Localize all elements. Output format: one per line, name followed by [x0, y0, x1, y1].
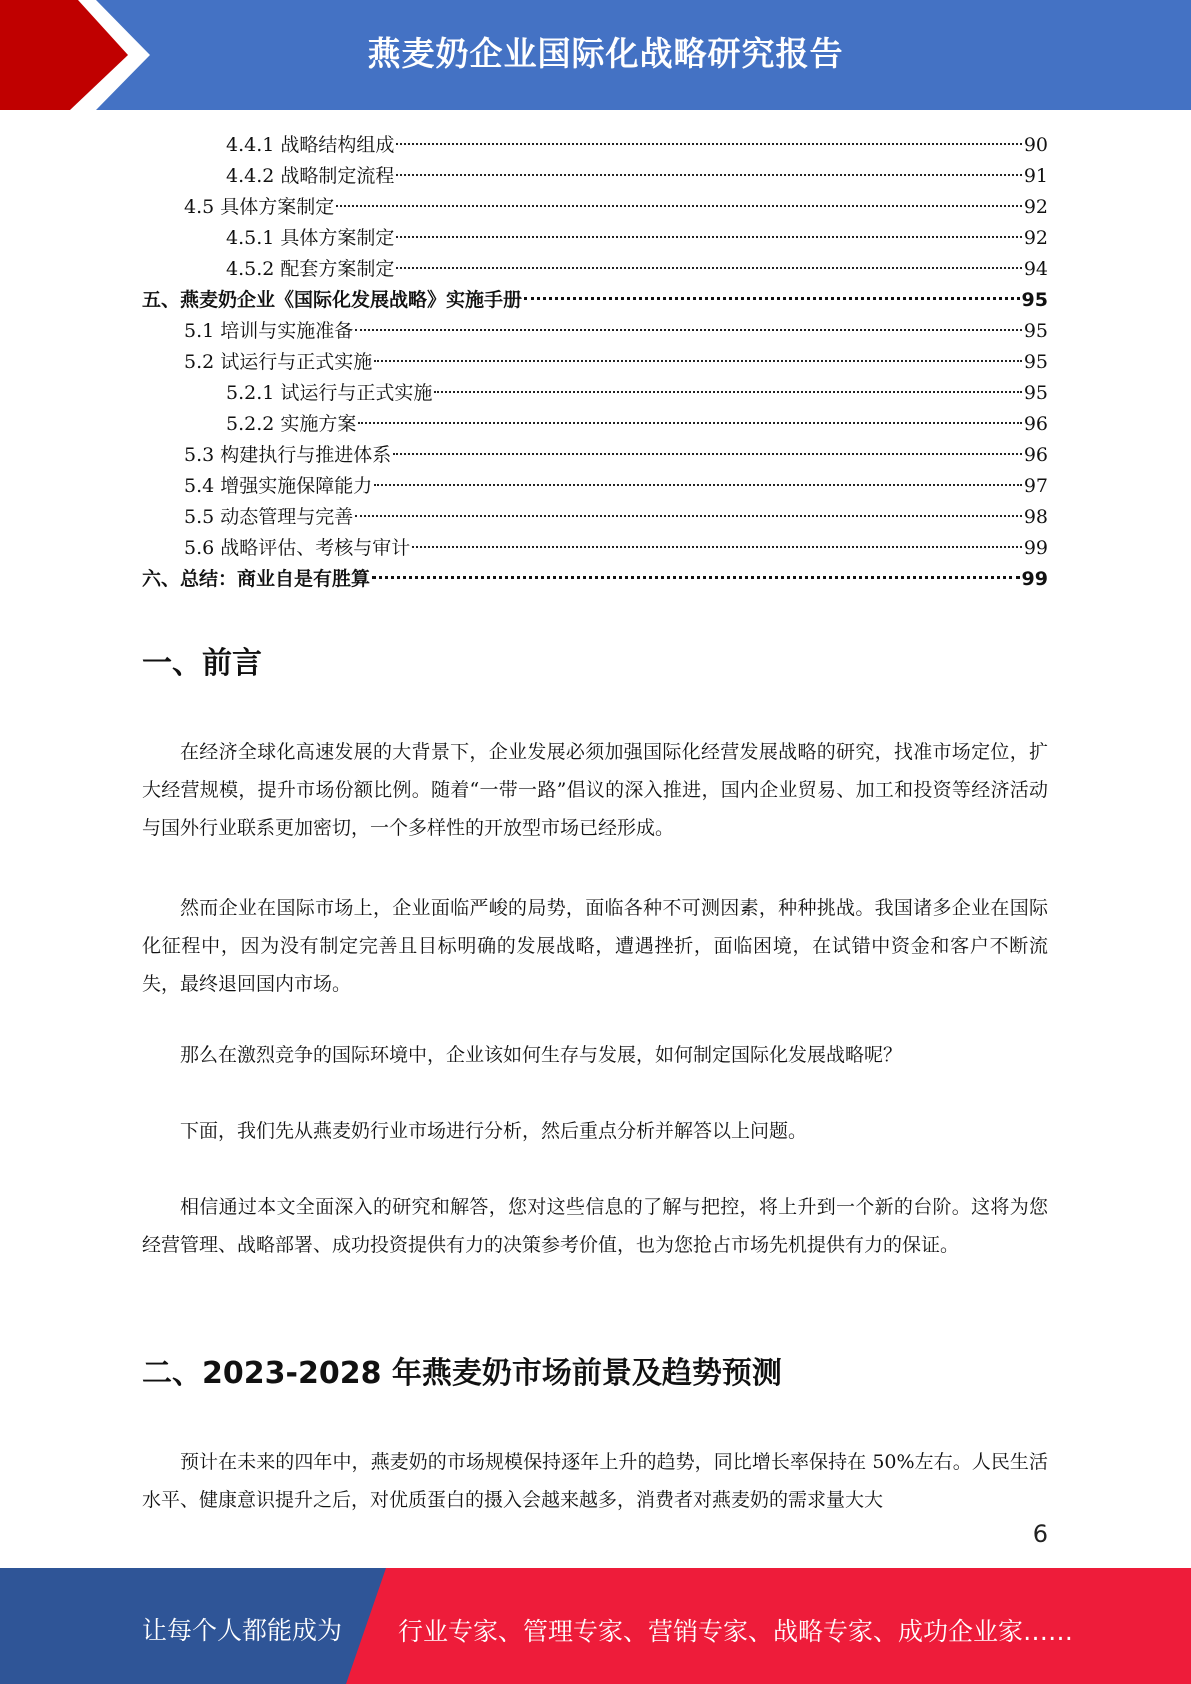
- preface-paragraph-4: 下面，我们先从燕麦奶行业市场进行分析，然后重点分析并解答以上问题。: [180, 1120, 808, 1142]
- toc-entry-label: 4.5 具体方案制定: [184, 196, 335, 218]
- toc-entry[interactable]: [142, 471, 1048, 502]
- page-footer: [0, 1568, 1191, 1684]
- toc-leader-dots: [336, 204, 1022, 207]
- forecast-heading: 二、2023-2028 年燕麦奶市场前景及趋势预测: [142, 1356, 782, 1391]
- toc-entry-page: 95: [1023, 351, 1048, 373]
- toc-leader-dots: [355, 514, 1022, 517]
- preface-paragraph-3: 那么在激烈竞争的国际环境中，企业该如何生存与发展，如何制定国际化发展战略呢？: [180, 1044, 903, 1066]
- toc-entry-page: 97: [1023, 475, 1048, 497]
- toc-leader-dots: [358, 421, 1021, 424]
- toc-leader-dots: [412, 545, 1022, 548]
- report-title: 燕麦奶企业国际化战略研究报告: [367, 34, 844, 73]
- toc-entry-label: 4.5.2 配套方案制定: [226, 258, 395, 280]
- toc-entry-label: 5.1 培训与实施准备: [184, 320, 354, 342]
- toc-entry-label: 5.2.2 实施方案: [226, 413, 357, 435]
- toc-leader-dots: [355, 328, 1022, 331]
- toc-leader-dots: [393, 452, 1022, 455]
- toc-entry[interactable]: [142, 409, 1048, 440]
- toc-entry[interactable]: [142, 254, 1048, 285]
- toc-entry-page: 92: [1023, 196, 1048, 218]
- toc-entry-label: 4.5.1 具体方案制定: [226, 227, 395, 249]
- toc-entry-page: 96: [1023, 444, 1048, 466]
- toc-leader-dots: [524, 296, 1020, 300]
- toc-entry-page: 92: [1023, 227, 1048, 249]
- toc-entry-label: 4.4.2 战略制定流程: [226, 165, 395, 187]
- preface-paragraph-1: 在经济全球化高速发展的大背景下，企业发展必须加强国际化经营发展战略的研究，找准市场定位，扩大经营规模，提升市场份额比例。随着“一带一路”倡议的深入推进，国内企业贸易、加工和投资等经济活动与国外行业联系更加密切，一个多样性的开放型市场已经形成。: [142, 741, 1048, 839]
- toc-leader-dots: [396, 266, 1021, 269]
- table-of-contents: [142, 130, 1048, 595]
- toc-leader-dots: [396, 235, 1021, 238]
- toc-entry-page: 99: [1021, 568, 1048, 590]
- toc-entry-label: 5.5 动态管理与完善: [184, 506, 354, 528]
- toc-entry[interactable]: [142, 564, 1048, 595]
- toc-leader-dots: [396, 142, 1021, 145]
- toc-entry-page: 95: [1021, 289, 1048, 311]
- toc-entry-page: 90: [1023, 134, 1048, 156]
- toc-entry[interactable]: [142, 161, 1048, 192]
- toc-entry[interactable]: [142, 502, 1048, 533]
- toc-entry[interactable]: [142, 378, 1048, 409]
- page-header: [0, 0, 1191, 110]
- toc-entry-page: 91: [1023, 165, 1048, 187]
- toc-entry[interactable]: [142, 440, 1048, 471]
- preface-paragraph-2: 然而企业在国际市场上，企业面临严峻的局势，面临各种不可测因素，种种挑战。我国诸多企业在国际化征程中，因为没有制定完善且目标明确的发展战略，遭遇挫折，面临困境，在试错中资金和客户不断流失，最终退回国内市场。: [142, 897, 1048, 995]
- forecast-paragraph: 预计在未来的四年中，燕麦奶的市场规模保持逐年上升的趋势，同比增长率保持在 50%左右。人民生活水平、健康意识提升之后，对优质蛋白的摄入会越来越多，消费者对燕麦奶的需求量大大: [142, 1451, 1048, 1511]
- toc-entry[interactable]: [142, 285, 1048, 316]
- toc-entry-label: 六、总结：商业自是有胜算: [142, 568, 371, 590]
- toc-entry-label: 5.3 构建执行与推进体系: [184, 444, 392, 466]
- toc-entry[interactable]: [142, 223, 1048, 254]
- toc-entry-page: 98: [1023, 506, 1048, 528]
- toc-entry-label: 5.2 试运行与正式实施: [184, 351, 373, 373]
- preface-paragraph-5: 相信通过本文全面深入的研究和解答，您对这些信息的了解与把控，将上升到一个新的台阶。这将为您经营管理、战略部署、成功投资提供有力的决策参考价值，也为您抢占市场先机提供有力的保证。: [142, 1196, 1048, 1256]
- toc-leader-dots: [372, 575, 1020, 579]
- page-number: 6: [1032, 1520, 1048, 1548]
- toc-entry-label: 5.2.1 试运行与正式实施: [226, 382, 433, 404]
- footer-slogan-right: 行业专家、管理专家、营销专家、战略专家、成功企业家……: [398, 1617, 1074, 1646]
- toc-entry[interactable]: [142, 347, 1048, 378]
- toc-entry-page: 94: [1023, 258, 1048, 280]
- toc-entry-label: 4.4.1 战略结构组成: [226, 134, 395, 156]
- toc-entry-label: 五、燕麦奶企业《国际化发展战略》实施手册: [142, 289, 523, 311]
- toc-entry[interactable]: [142, 192, 1048, 223]
- toc-entry-page: 95: [1023, 320, 1048, 342]
- toc-entry[interactable]: [142, 316, 1048, 347]
- toc-entry[interactable]: [142, 533, 1048, 564]
- toc-entry-page: 95: [1023, 382, 1048, 404]
- toc-leader-dots: [434, 390, 1021, 393]
- preface-heading: 一、前言: [142, 646, 262, 681]
- toc-entry-label: 5.6 战略评估、考核与审计: [184, 537, 411, 559]
- toc-entry-label: 5.4 增强实施保障能力: [184, 475, 373, 497]
- toc-entry[interactable]: [142, 130, 1048, 161]
- toc-leader-dots: [396, 173, 1021, 176]
- toc-leader-dots: [374, 483, 1022, 486]
- footer-slogan-left: 让每个人都能成为: [142, 1616, 343, 1645]
- toc-entry-page: 96: [1023, 413, 1048, 435]
- toc-leader-dots: [374, 359, 1022, 362]
- toc-entry-page: 99: [1023, 537, 1048, 559]
